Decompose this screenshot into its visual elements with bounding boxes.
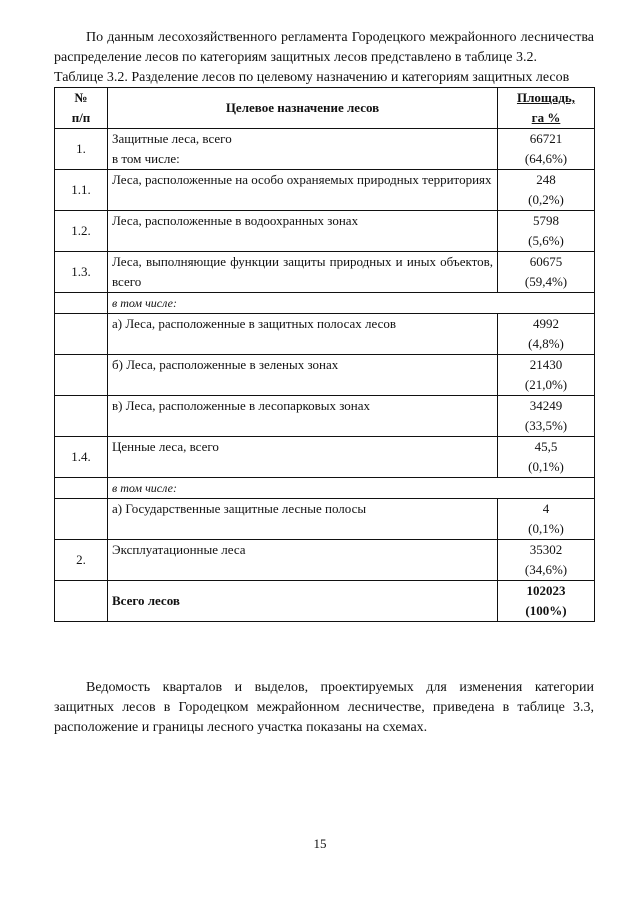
table-row [55,499,595,540]
area-value: 35302 [529,542,563,557]
table-caption: Таблице 3.2. Разделение лесов по целевому назначению и категориям защитных лесов [54,70,570,85]
row-number-cell [55,355,108,396]
subheader-cell: в том числе: [108,478,595,499]
table-header-row [55,88,595,129]
row-number-cell [55,314,108,355]
area-percent: (0,1%) [528,459,564,474]
area-percent: (5,6%) [528,233,564,248]
table-row [55,211,595,252]
purpose-subtext: в том числе: [112,151,180,166]
table-subheader-row [55,293,595,314]
area-cell [498,540,595,581]
purpose-cell [108,437,498,478]
area-value: 60675 [529,254,563,269]
area-cell [498,314,595,355]
row-number-cell: 1.1. [55,170,108,211]
purpose-text: а) Государственные защитные лесные полосы [112,501,367,516]
area-cell [498,129,595,170]
purpose-text: а) Леса, расположенные в защитных полосах лесов [112,316,397,331]
table-subheader-row [55,478,595,499]
area-percent: (21,0%) [524,377,568,392]
purpose-cell [108,355,498,396]
purpose-text: Эксплуатационные леса [112,542,246,557]
header-number-line1: № [74,90,88,105]
intro-paragraph: По данным лесохозяйственного регламента Городецкого межрайонного лесничества распределение лесов по категориям защитных лесов представлено в таблице 3.2. [54,30,594,65]
header-area [498,88,595,129]
area-value: 4992 [533,316,559,331]
table-row [55,252,595,293]
table-total-row [55,581,595,622]
table-row [55,355,595,396]
table-row [55,396,595,437]
purpose-cell [108,211,498,252]
area-percent: (59,4%) [524,274,568,289]
purpose-text: Леса, расположенные на особо охраняемых природных территориях [112,172,492,187]
row-number-cell [55,499,108,540]
purpose-cell [108,170,498,211]
area-value: 34249 [529,398,563,413]
subheader-cell: в том числе: [108,293,595,314]
purpose-text: в) Леса, расположенные в лесопарковых зонах [112,398,371,413]
row-number-cell: 2. [55,540,108,581]
area-cell [498,499,595,540]
area-percent: (33,5%) [524,418,568,433]
purpose-cell [108,252,498,293]
row-number-cell: 1.4. [55,437,108,478]
outro-paragraph: Ведомость кварталов и выделов, проектируемых для изменения категории защитных лесов в Городецком межрайонном лесничестве, приведена в таблице 3.3, расположение и границы лесного участка показаны на схемах. [54,680,594,735]
purpose-text: Леса, выполняющие функции защиты природных и иных объектов, всего [112,254,493,289]
area-percent: (34,6%) [524,562,568,577]
purpose-cell [108,396,498,437]
table-row [55,437,595,478]
purpose-text: Всего лесов [112,593,180,608]
area-percent: (0,2%) [528,192,564,207]
purpose-cell [108,499,498,540]
row-number-cell: 1.3. [55,252,108,293]
row-number-cell: 1. [55,129,108,170]
page-number: 15 [313,836,327,851]
row-number-cell [55,581,108,622]
area-percent: (0,1%) [528,521,564,536]
area-value: 21430 [529,357,563,372]
purpose-cell [108,129,498,170]
area-value: 248 [536,172,556,187]
area-percent: (64,6%) [524,151,568,166]
table-body [55,129,595,622]
row-number-cell [55,396,108,437]
purpose-text: б) Леса, расположенные в зеленых зонах [112,357,339,372]
purpose-text: Защитные леса, всего [112,131,232,146]
area-value: 4 [542,501,550,516]
header-purpose: Целевое назначение лесов [108,88,498,129]
table-row [55,314,595,355]
area-percent: (100%) [525,603,567,618]
purpose-text: Леса, расположенные в водоохранных зонах [112,213,359,228]
area-cell [498,170,595,211]
area-value: 5798 [533,213,559,228]
header-area-line2: га % [531,110,561,125]
area-cell [498,396,595,437]
area-value: 102023 [526,583,566,598]
table-row [55,540,595,581]
row-number-cell [55,293,108,314]
area-value: 66721 [529,131,563,146]
area-cell [498,581,595,622]
area-cell [498,437,595,478]
area-cell [498,211,595,252]
page-content [54,28,594,622]
purpose-text: Ценные леса, всего [112,439,219,454]
area-cell [498,355,595,396]
table-row [55,170,595,211]
purpose-cell [108,540,498,581]
header-area-line1: Площадь, [516,90,576,105]
row-number-cell: 1.2. [55,211,108,252]
purpose-cell [108,581,498,622]
closing-section [54,678,594,738]
area-cell [498,252,595,293]
header-number [55,88,108,129]
table-row [55,129,595,170]
purpose-cell [108,314,498,355]
area-percent: (4,8%) [528,336,564,351]
header-number-line2: п/п [71,110,91,125]
forest-table [54,87,595,622]
row-number-cell [55,478,108,499]
area-value: 45,5 [534,439,558,454]
